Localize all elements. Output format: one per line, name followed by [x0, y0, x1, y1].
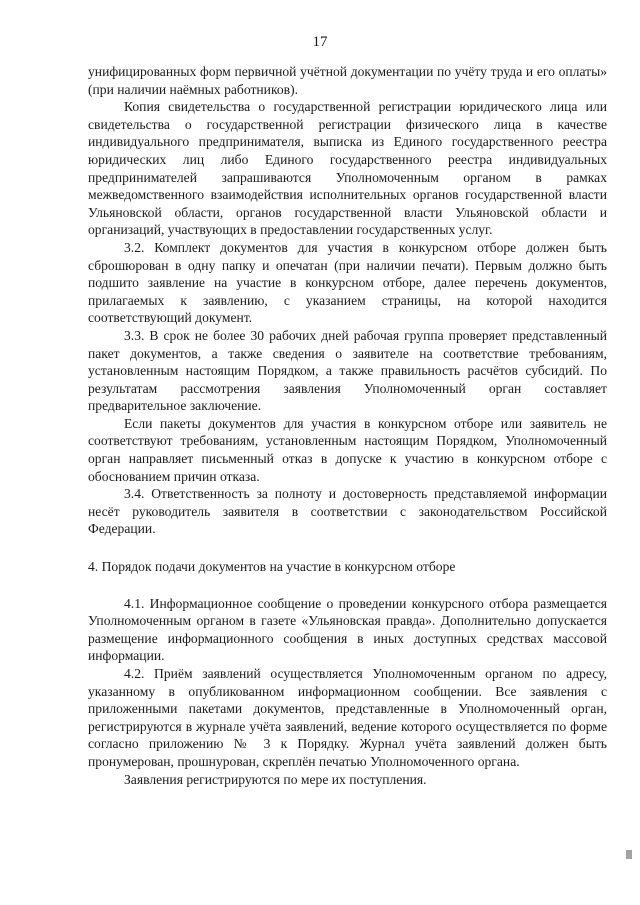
paragraph: 3.3. В срок не более 30 рабочих дней рабочая группа проверяет представленный пакет документов, а также сведения о заявителе на соответствие требованиям, установленным настоящим Порядком, а также правильность расчётов субсидий. По результатам рассмотрения заявления Уполномоченный орган составляет предварительное заключение. — [88, 327, 607, 414]
paragraph: 3.2. Комплект документов для участия в конкурсном отборе должен быть сброшюрован в одну папку и опечатан (при наличии печати). Первым должно быть подшито заявление на участие в конкурсном отборе, далее перечень документов, прилагаемых к заявлению, с указанием страницы, на которой находится соответствующий документ. — [88, 239, 607, 326]
section-heading: 4. Порядок подачи документов на участие в конкурсном отборе — [88, 559, 456, 575]
paragraph: унифицированных форм первичной учётной документации по учёту труда и его оплаты» (при наличии наёмных работников). — [88, 64, 607, 97]
paragraph: Если пакеты документов для участия в конкурсном отборе или заявитель не соответствуют требованиям, установленным настоящим Порядком, Уполномоченный орган направляет письменный отказ в допуске к участию в конкурсном отборе с обоснованием причин отказа. — [88, 415, 607, 484]
paragraph: 4.1. Информационное сообщение о проведении конкурсного отбора размещается Уполномоченным органом в газете «Ульяновская правда». Дополнительно допускается размещение информационного сообщения в иных доступных средствах массовой информации. — [88, 595, 607, 664]
page-number: 17 — [312, 34, 328, 50]
paragraph: 4.2. Приём заявлений осуществляется Уполномоченным органом по адресу, указанному в опубликованном информационном сообщении. Все заявления с приложенными пакетами документов, представленные в Уполномоченный орган, регистрируются в журнале учёта заявлений, ведение которого осуществляется по форме согласно приложению № 3 к Порядку. Журнал учёта заявлений должен быть пронумерован, прошнурован, скреплён печатью Уполномоченного органа. — [88, 666, 607, 769]
paragraphs-after — [88, 595, 607, 789]
paragraph: Заявления регистрируются по мере их поступления. — [124, 771, 427, 787]
paragraph: Копия свидетельства о государственной регистрации юридического лица или свидетельства о государственной регистрации физического лица в качестве индивидуального предпринимателя, выписка из Единого государственного реестра юридических лиц либо Единого государственного реестра индивидуальных предпринимателей запрашиваются Уполномоченным органом в рамках межведомственного взаимодействия исполнительных органов государственной власти Ульяновской области, органов государственной власти Ульяновской области и организаций, участвующих в предоставлении государственных услуг. — [88, 99, 607, 238]
paragraphs-before — [88, 63, 607, 538]
scan-artifact — [626, 850, 632, 859]
paragraph: 3.4. Ответственность за полноту и достоверность представляемой информации несёт руководитель заявителя в соответствии с законодательством Российской Федерации. — [88, 486, 607, 537]
document-body — [88, 63, 607, 788]
